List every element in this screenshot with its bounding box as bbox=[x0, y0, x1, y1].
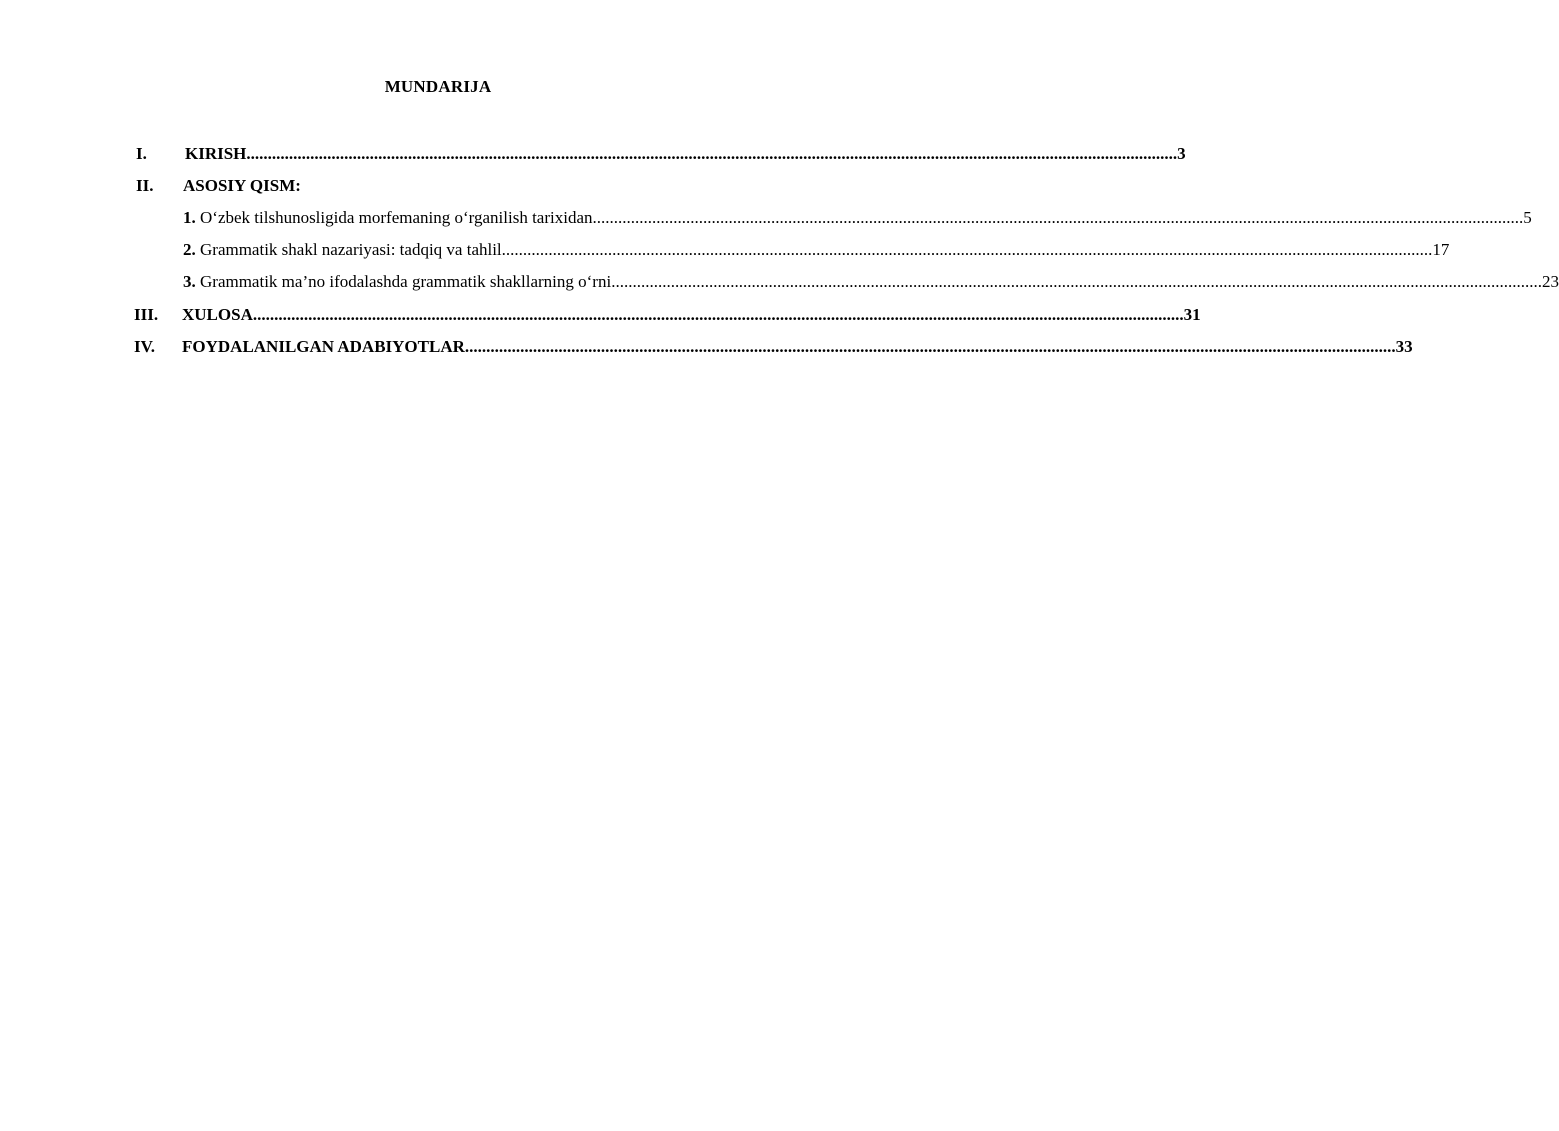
toc-label bbox=[183, 239, 502, 261]
toc-dot-leader: ........................................................................................................................................................................................................................... bbox=[611, 272, 1542, 291]
toc-page-number: 5 bbox=[1523, 208, 1532, 227]
toc-label bbox=[183, 207, 593, 229]
toc-label: FOYDALANILGAN ADABIYOTLAR bbox=[182, 337, 465, 356]
toc-numeral: IV. bbox=[134, 337, 155, 356]
toc-numeral: I. bbox=[136, 144, 147, 163]
toc-subentry-number: 1. bbox=[183, 208, 196, 227]
toc-numeral: II. bbox=[136, 176, 154, 195]
toc-page-number: 17 bbox=[1432, 240, 1450, 259]
toc-label: KIRISH bbox=[185, 144, 247, 163]
toc-entry-line bbox=[182, 304, 1201, 326]
toc-subentry-title: Grammatik shakl nazariyasi: tadqiq va tahlil bbox=[200, 240, 502, 259]
toc-subentry-title: O‘zbek tilshunosligida morfemaning o‘rganilish tarixidan bbox=[200, 208, 593, 227]
toc-numeral: III. bbox=[134, 305, 159, 324]
toc-subentry-3 bbox=[183, 271, 1559, 293]
toc-subentry-title: Grammatik ma’no ifodalashda grammatik shakllarning o‘rni bbox=[200, 272, 612, 291]
toc-subentry-1 bbox=[183, 207, 1532, 229]
toc-label: ASOSIY QISM: bbox=[183, 176, 301, 195]
toc-subentry-number: 3. bbox=[183, 272, 196, 291]
toc-dot-leader: ........................................................................................................................................................................................................................... bbox=[252, 305, 1184, 324]
toc-dot-leader: ........................................................................................................................................................................................................................... bbox=[464, 337, 1396, 356]
toc-page-number: 33 bbox=[1395, 337, 1413, 356]
page-title: MUNDARIJA bbox=[384, 77, 492, 96]
toc-entry-line bbox=[185, 143, 1186, 165]
toc-page-number: 31 bbox=[1183, 305, 1201, 324]
toc-subentry-2 bbox=[183, 239, 1450, 261]
toc-dot-leader: ........................................................................................................................................................................................................................... bbox=[592, 208, 1524, 227]
toc-page-number: 3 bbox=[1177, 144, 1186, 163]
toc-dot-leader: ........................................................................................................................................................................................................................... bbox=[246, 144, 1178, 163]
toc-label bbox=[183, 271, 611, 293]
toc-label: XULOSA bbox=[182, 305, 253, 324]
toc-subentry-number: 2. bbox=[183, 240, 196, 259]
toc-entry-line bbox=[182, 336, 1413, 358]
toc-page-number: 23 bbox=[1541, 272, 1559, 291]
toc-dot-leader: ........................................................................................................................................................................................................................... bbox=[501, 240, 1433, 259]
